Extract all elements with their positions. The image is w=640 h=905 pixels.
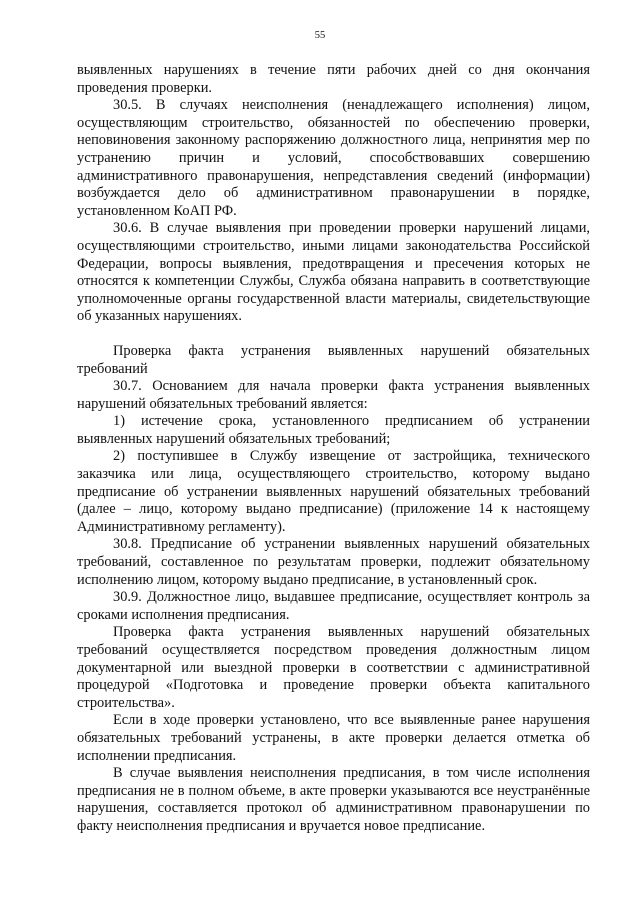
section-heading: Проверка факта устранения выявленных нарушений обязательных требований [77,342,590,377]
paragraph-30-5: 30.5. В случаях неисполнения (ненадлежащего исполнения) лицом, осуществляющим строительство, обязанностей по обеспечению проверки, неповиновения законному распоряжению должностного лица, непринятия мер по устранению причин и условий, способствовавших совершению административного правонарушения, непредставления сведений (информации) возбуждается дело об административном правонарушении в порядке, установленном КоАП РФ. [77,97,590,219]
paragraph-verification-method: Проверка факта устранения выявленных нарушений обязательных требований осуществляется посредством проведения должностным лицом документарной или выездной проверки в соответствии с административной процедурой «Подготовка и проведение проверки объекта капитального строительства». [77,624,590,711]
paragraph-30-6: 30.6. В случае выявления при проведении проверки нарушений лицами, осуществляющими строительство, иными лицами законодательства Российской Федерации, вопросы выявления, предотвращения и пресечения которых не относятся к компетенции Службы, Служба обязана направить в соответствующие уполномоченные органы государственной власти материалы, свидетельствующие об указанных нарушениях. [77,220,590,325]
paragraph-violations-eliminated: Если в ходе проверки установлено, что все выявленные ранее нарушения обязательных требований устранены, в акте проверки делается отметка об исполнении предписания. [77,712,590,764]
paragraph-continuation: выявленных нарушениях в течение пяти рабочих дней со дня окончания проведения проверки. [77,62,590,96]
paragraph-non-fulfillment: В случае выявления неисполнения предписания, в том числе исполнения предписания не в полном объеме, в акте проверки указываются все неустранённые нарушения, составляется протокол об административном правонарушении по факту неисполнения предписания и вручается новое предписание. [77,765,590,834]
page-number: 55 [314,30,326,41]
list-item-2: 2) поступившее в Службу извещение от застройщика, технического заказчика или лица, осуществляющего строительство, которому выдано предписание об устранении выявленных нарушений обязательных требований (далее – лицо, которому выдано предписание) (приложение 14 к настоящему Административному регламенту). [77,448,590,535]
paragraph-30-9: 30.9. Должностное лицо, выдавшее предписание, осуществляет контроль за сроками исполнения предписания. [77,589,590,623]
document-body [77,62,590,836]
paragraph-30-8: 30.8. Предписание об устранении выявленных нарушений обязательных требований, составленное по результатам проверки, подлежит обязательному исполнению лицом, которому выдано предписание, в установленный срок. [77,536,590,588]
section-gap [77,326,590,343]
paragraph-30-7: 30.7. Основанием для начала проверки факта устранения выявленных нарушений обязательных требований является: [77,378,590,412]
list-item-1: 1) истечение срока, установленного предписанием об устранении выявленных нарушений обязательных требований; [77,413,590,447]
